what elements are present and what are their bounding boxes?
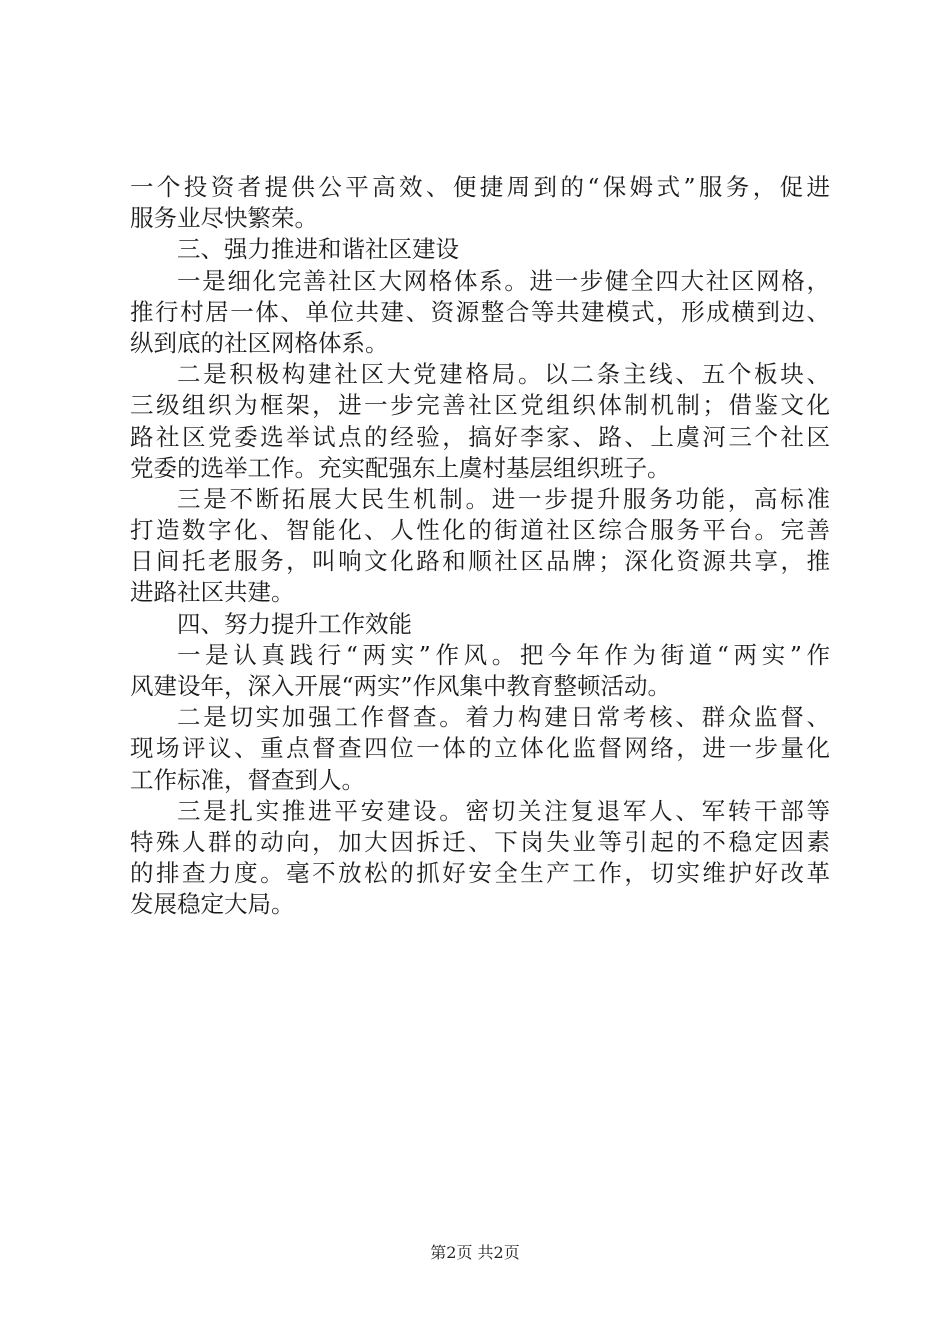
text-line: 日间托老服务，叫响文化路和顺社区品牌；深化资源共享，推 [130,547,830,576]
text-line: 服务业尽快繁荣。 [130,204,318,233]
page-number-label: 第2页 共2页 [430,1243,520,1262]
section-heading-efficiency [130,609,830,640]
text-line: 发展稳定大局。 [130,890,295,919]
paragraph [130,796,830,921]
text-line: 三级组织为框架，进一步完善社区党组织体制机制；借鉴文化 [130,391,830,420]
text-line: 纵到底的社区网格体系。 [130,328,389,357]
paragraph [130,359,830,484]
section-heading-text: 四、努力提升工作效能 [177,609,412,638]
text-line: 特殊人群的动向，加大因拆迁、下岗失业等引起的不稳定因素 [130,827,830,856]
text-line: 二是积极构建社区大党建格局。以二条主线、五个板块、 [177,360,830,389]
text-line: 一是细化完善社区大网格体系。进一步健全四大社区网格， [177,266,830,295]
text-line: 的排查力度。毫不放松的抓好安全生产工作，切实维护好改革 [130,859,830,888]
text-line: 三是不断拓展大民生机制。进一步提升服务功能，高标准 [177,484,830,513]
text-line: 工作标准，督查到人。 [130,765,365,794]
paragraph [130,266,830,360]
text-line: 进路社区共建。 [130,578,295,607]
text-line: 一是认真践行“两实”作风。把今年作为街道“两实”作 [177,640,830,669]
section-heading-community [130,234,830,265]
text-line: 三是扎实推进平安建设。密切关注复退军人、军转干部等 [177,796,830,825]
section-heading-text: 三、强力推进和谐社区建设 [177,235,459,264]
text-line: 风建设年，深入开展“两实”作风集中教育整顿活动。 [130,672,672,700]
text-line: 二是切实加强工作督查。着力构建日常考核、群众监督、 [177,703,830,732]
page-footer [0,1243,950,1263]
text-line: 打造数字化、智能化、人性化的街道社区综合服务平台。完善 [130,516,830,545]
document-body [130,172,830,921]
text-line: 推行村居一体、单位共建、资源整合等共建模式，形成横到边、 [130,297,830,326]
paragraph [130,702,830,796]
text-line: 现场评议、重点督查四位一体的立体化监督网络，进一步量化 [130,734,830,763]
text-line: 一个投资者提供公平高效、便捷周到的“保姆式”服务，促进 [130,173,830,201]
text-line: 党委的选举工作。充实配强东上虞村基层组织班子。 [130,453,671,482]
paragraph-continuation [130,172,830,234]
paragraph [130,484,830,609]
paragraph [130,640,830,702]
text-line: 路社区党委选举试点的经验，搞好李家、路、上虞河三个社区 [130,422,830,451]
